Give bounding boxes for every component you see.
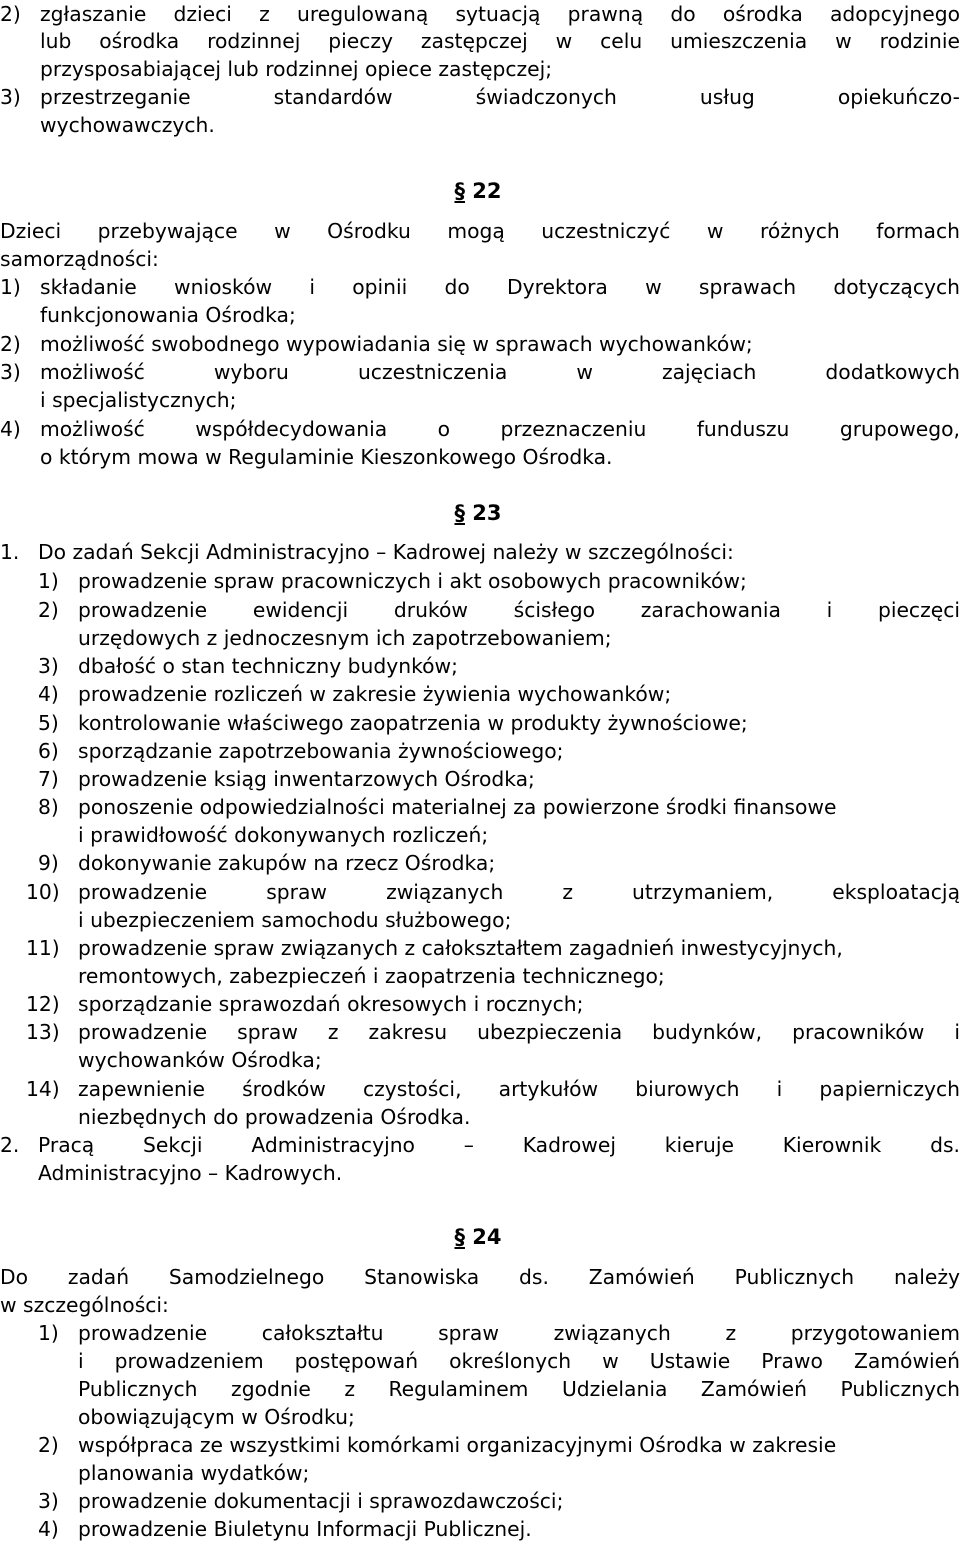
list-item-text: i specjalistycznych; — [40, 388, 237, 412]
section-sign: § — [454, 1225, 465, 1249]
list-item-text: prowadzenie całokształtu spraw związanych z przygotowaniem — [78, 1321, 960, 1345]
list-item-text: Publicznych zgodnie z Regulaminem Udzielania Zamówień Publicznych — [78, 1377, 960, 1401]
section-number: 24 — [472, 1225, 502, 1249]
list-number: 3) — [38, 654, 59, 678]
list-item-text: możliwość wyboru uczestniczenia w zajęciach dodatkowych — [40, 360, 960, 384]
paragraph-number: 2. — [0, 1133, 20, 1157]
list-number: 9) — [38, 851, 59, 875]
list-number: 4) — [38, 682, 59, 706]
list-number: 6) — [38, 739, 59, 763]
section-number: 23 — [472, 501, 502, 525]
list-item-text: prowadzenie Biuletynu Informacji Publicznej. — [78, 1517, 532, 1541]
section-number: 22 — [472, 179, 502, 203]
paragraph-text: Do zadań Samodzielnego Stanowiska ds. Zamówień Publicznych należy — [0, 1265, 960, 1289]
section-heading-24 — [448, 1222, 508, 1252]
list-item-text: ponoszenie odpowiedzialności materialnej za powierzone środki finansowe — [78, 795, 837, 819]
list-item-text: obowiązującym w Ośrodku; — [78, 1405, 355, 1429]
list-item-text: możliwość współdecydowania o przeznaczeniu funduszu grupowego, — [40, 417, 960, 441]
section-sign: § — [454, 501, 465, 525]
list-number: 1) — [38, 1321, 59, 1345]
list-number: 5) — [38, 711, 59, 735]
list-item-text: przysposabiającej lub rodzinnej opiece zastępczej; — [40, 57, 553, 81]
list-item-text: kontrolowanie właściwego zaopatrzenia w produkty żywnościowe; — [78, 711, 748, 735]
list-number: 8) — [38, 795, 59, 819]
paragraph-text: samorządności: — [0, 247, 159, 271]
list-number: 2) — [0, 332, 21, 356]
list-item-text: prowadzenie ewidencji druków ścisłego zarachowania i pieczęci — [78, 598, 960, 622]
list-item-text: możliwość swobodnego wypowiadania się w sprawach wychowanków; — [40, 332, 753, 356]
list-item-text: składanie wniosków i opinii do Dyrektora w sprawach dotyczących — [40, 275, 960, 299]
list-item-text: współpraca ze wszystkimi komórkami organizacyjnymi Ośrodka w zakresie — [78, 1433, 837, 1457]
list-item-text: remontowych, zabezpieczeń i zaopatrzenia technicznego; — [78, 964, 665, 988]
list-number: 2) — [38, 1433, 59, 1457]
list-number: 3) — [0, 360, 21, 384]
list-item-text: prowadzenie rozliczeń w zakresie żywienia wychowanków; — [78, 682, 672, 706]
list-number: 4) — [0, 417, 21, 441]
list-item-text: funkcjonowania Ośrodka; — [40, 303, 296, 327]
list-item-text: prowadzenie dokumentacji i sprawozdawczości; — [78, 1489, 564, 1513]
list-number: 2) — [38, 598, 59, 622]
list-item-text: i prawidłowość dokonywanych rozliczeń; — [78, 823, 489, 847]
section-sign: § — [454, 179, 465, 203]
list-item-text: prowadzenie ksiąg inwentarzowych Ośrodka; — [78, 767, 535, 791]
list-number: 7) — [38, 767, 59, 791]
list-item-text: przestrzeganie standardów świadczonych usług opiekuńczo- — [40, 85, 960, 109]
list-item-text: dbałość o stan techniczny budynków; — [78, 654, 458, 678]
paragraph-text: Do zadań Sekcji Administracyjno – Kadrowej należy w szczególności: — [38, 540, 734, 564]
list-number: 1) — [38, 569, 59, 593]
list-item-text: urzędowych z jednoczesnym ich zapotrzebowaniem; — [78, 626, 612, 650]
paragraph-number: 1. — [0, 540, 20, 564]
section-heading-22 — [448, 176, 508, 206]
list-item-text: i ubezpieczeniem samochodu służbowego; — [78, 908, 512, 932]
list-number: 1) — [0, 275, 21, 299]
list-item-text: prowadzenie spraw z zakresu ubezpieczenia budynków, pracowników i — [78, 1020, 960, 1044]
list-number: 10) — [26, 880, 60, 904]
list-item-text: zapewnienie środków czystości, artykułów biurowych i papierniczych — [78, 1077, 960, 1101]
paragraph-text: Pracą Sekcji Administracyjno – Kadrowej kieruje Kierownik ds. — [38, 1133, 960, 1157]
list-item-text: prowadzenie spraw pracowniczych i akt osobowych pracowników; — [78, 569, 747, 593]
list-item-text: dokonywanie zakupów na rzecz Ośrodka; — [78, 851, 496, 875]
list-number: 14) — [26, 1077, 60, 1101]
list-number: 13) — [26, 1020, 60, 1044]
list-item-text: wychowawczych. — [40, 113, 215, 137]
list-item-text: prowadzenie spraw związanych z całokształtem zagadnień inwestycyjnych, — [78, 936, 843, 960]
paragraph-text: w szczególności: — [0, 1293, 169, 1317]
list-item-text: zgłaszanie dzieci z uregulowaną sytuacją prawną do ośrodka adopcyjnego — [40, 2, 960, 26]
list-number: 4) — [38, 1517, 59, 1541]
list-number: 12) — [26, 992, 60, 1016]
paragraph-text: Administracyjno – Kadrowych. — [38, 1161, 343, 1185]
section-heading-23 — [448, 498, 508, 528]
list-item-text: sporządzanie sprawozdań okresowych i rocznych; — [78, 992, 584, 1016]
paragraph-text: Dzieci przebywające w Ośrodku mogą uczestniczyć w różnych formach — [0, 219, 960, 243]
list-item-text: lub ośrodka rodzinnej pieczy zastępczej w celu umieszczenia w rodzinie — [40, 29, 960, 53]
list-item-text: sporządzanie zapotrzebowania żywnościowego; — [78, 739, 564, 763]
list-number: 3) — [0, 85, 21, 109]
list-number: 2) — [0, 2, 21, 26]
list-number: 11) — [26, 936, 60, 960]
list-item-text: planowania wydatków; — [78, 1461, 310, 1485]
list-item-text: niezbędnych do prowadzenia Ośrodka. — [78, 1105, 471, 1129]
list-item-text: o którym mowa w Regulaminie Kieszonkowego Ośrodka. — [40, 445, 613, 469]
list-item-text: i prowadzeniem postępowań określonych w Ustawie Prawo Zamówień — [78, 1349, 960, 1373]
list-item-text: prowadzenie spraw związanych z utrzymaniem, eksploatacją — [78, 880, 960, 904]
list-item-text: wychowanków Ośrodka; — [78, 1048, 322, 1072]
list-number: 3) — [38, 1489, 59, 1513]
